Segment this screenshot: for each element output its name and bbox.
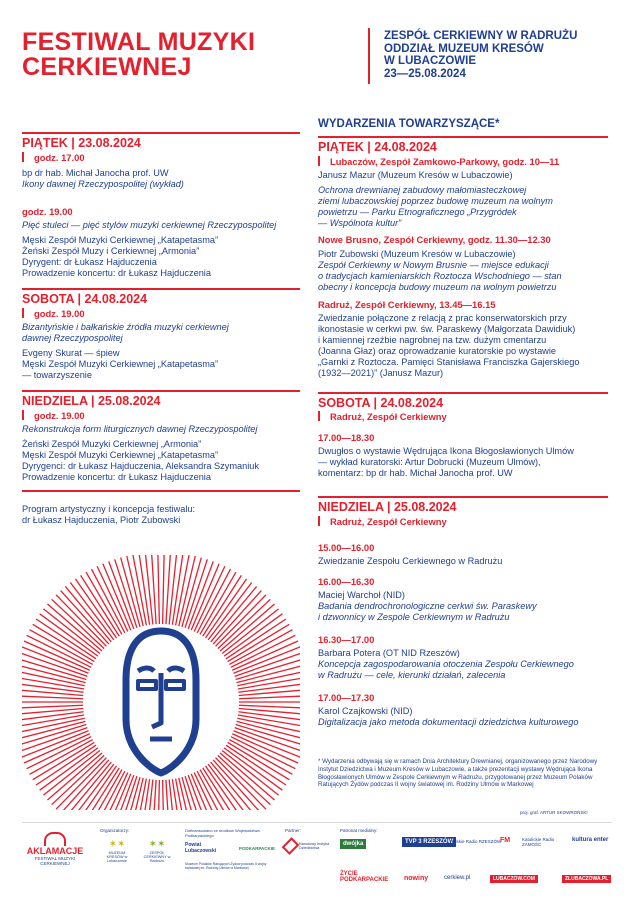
festival-logo-sub: FESTIWAL MUZYKI CERKIEWNEJ xyxy=(34,856,76,866)
tick xyxy=(22,410,24,420)
ray xyxy=(239,696,300,699)
text-line: (1932—2021)” (Janusz Mazur) xyxy=(318,368,444,378)
text-line: Janusz Mazur (Muzeum Kresów w Lubaczowie) xyxy=(318,170,513,180)
ray xyxy=(158,555,160,624)
text-line: Ochrona drewnianej zabudowy małomiasteczkowej xyxy=(318,185,527,195)
sunday-event-2 xyxy=(318,590,618,623)
text-line: „Garnki z Roztocza. Pamięci Stanisława Franciszka Gajerskiego xyxy=(318,357,580,367)
nid-icon xyxy=(282,837,300,855)
label: Dofinansowano ze środków Województwa Podkarpackiego xyxy=(185,828,260,838)
text-line: Maciej Warchoł (NID) xyxy=(318,590,405,600)
media-logo: FM xyxy=(500,837,511,844)
title-line-2: CERKIEWNEJ xyxy=(22,53,192,81)
ray xyxy=(121,558,140,627)
media-patrons xyxy=(340,828,615,893)
organizers xyxy=(100,828,180,863)
text-line: Męski Zespół Muzyki Cerkiewnej „Katapetasma” xyxy=(22,235,219,245)
footnote: * Wydarzenia odbywają się w ramach Dnia Architektury Drewnianej, organizowanego przez Narodowy Instytut Dziedzictwa i Muzeum Kresów w Lubaczowie, a także prezentacji wystawy Wędrująca Ikona Błogosławionych Ulmów w Zespole Cerkiewnym w Radrużu, przygotowanej przez Muzeum Polaków Ratujących Żydów podczas II wojny światowej im. Rodziny Ulmów w Markowej xyxy=(318,758,598,789)
program-credit xyxy=(22,504,195,526)
events-title: WYDARZENIA TOWARZYSZĄCE* xyxy=(318,118,500,130)
text-line: Żeński Zespół Muzy i Cerkiewnej „Armonia” xyxy=(22,246,200,256)
media-logo: TVP 3 RZESZÓW xyxy=(402,837,456,847)
media-logo: Polskie Radio RZESZÓW xyxy=(450,839,502,844)
logo-strip-divider xyxy=(22,822,612,823)
text-line: obecny i koncepcja budowy muzeum na wolnym powietrzu xyxy=(318,282,557,292)
text-line: powietrzu — Parku Etnograficznego „Przygródek xyxy=(318,207,517,217)
text-line: Barbara Potera (OT NID Rzeszów) xyxy=(318,648,460,658)
time: godz. 19.00 xyxy=(22,206,73,217)
festival-logo xyxy=(20,832,90,866)
concert-title: Bizantyńskie i bałkańskie źródła muzyki cerkiewnej xyxy=(22,322,229,332)
text-line: Program artystyczny i koncepcja festiwalu: xyxy=(22,504,196,514)
time: godz. 17.00 xyxy=(34,152,85,163)
media-logo: nowiny xyxy=(404,875,429,882)
time: 17.00—17.30 xyxy=(318,692,375,703)
divider xyxy=(22,490,300,492)
concert-title: dawnej Rzeczypospolitej xyxy=(22,333,123,343)
ray xyxy=(22,689,83,695)
logo-text: Powiat Lubaczowski xyxy=(185,842,217,854)
logo-text: ZESPÓŁ CERKIEWNY w Radrużu xyxy=(143,851,171,863)
media-logo: Katolickie Radio ZAMOŚĆ xyxy=(522,837,555,847)
organizer-block xyxy=(384,30,577,80)
text-line: Evgeny Skurat — śpiew xyxy=(22,348,120,358)
place-time: Nowe Brusno, Zespół Cerkiewny, godz. 11.30—12.30 xyxy=(318,234,551,245)
text-line: — wykład kuratorski: Artur Dobrucki (Muzeum Ulmów), xyxy=(318,457,541,467)
divider xyxy=(22,288,300,290)
dome-icon xyxy=(44,832,66,846)
tick xyxy=(318,516,320,526)
ray xyxy=(22,696,83,699)
text-line: Digitalizacja jako metoda dokumentacji dziedzictwa kulturowego xyxy=(318,717,579,727)
sunday-event-4 xyxy=(318,706,618,728)
ray xyxy=(182,558,201,627)
media-logo: kultura enter xyxy=(572,837,609,843)
time: godz. 19.00 xyxy=(34,308,85,319)
text-line: Dyrygenci: dr Łukasz Hajduczenia, Aleksandra Szymaniuk xyxy=(22,461,259,471)
text-line: Prowadzenie koncertu: dr Łukasz Hajduczenia xyxy=(22,268,211,278)
text-line: Żeński Zespół Muzyki Cerkiewnej „Armonia” xyxy=(22,439,202,449)
text-line: ziemi lubaczowskiej poprzez budowę muzeum na wolnym xyxy=(318,196,553,206)
divider xyxy=(318,136,608,138)
ray xyxy=(169,555,177,624)
label: Patronat medialny: xyxy=(340,828,378,833)
text-line: Dyrygent: dr Łukasz Hajduczenia xyxy=(22,257,157,267)
lecture-title: Ikony dawnej Rzeczypospolitej (wykład) xyxy=(22,179,184,189)
ray xyxy=(163,555,165,624)
day-heading-friday: PIĄTEK | 23.08.2024 xyxy=(22,136,141,150)
place: Radruż, Zespół Cerkiewny xyxy=(330,411,447,422)
logo-text: Narodowy Instytut Dziedzictwa xyxy=(298,842,330,850)
text-line: (Joanna Głaz) oraz oprowadzanie kuratorskie po wystawie xyxy=(318,346,556,356)
time: godz. 19.00 xyxy=(34,410,85,421)
ray xyxy=(239,709,300,715)
partners xyxy=(285,828,335,853)
tick xyxy=(318,156,320,166)
tick xyxy=(22,308,24,318)
media-logo: ŻYCIE PODKARPACKIE xyxy=(340,871,389,883)
text-line: Karol Czajkowski (NID) xyxy=(318,706,413,716)
funding xyxy=(185,828,275,870)
org-line-2: ODDZIAŁ MUZEUM KRESÓW xyxy=(384,42,544,55)
label: Organizatorzy: xyxy=(100,828,130,833)
ray xyxy=(86,770,122,810)
place-time: Radruż, Zespół Cerkiewny, 13.45—16.15 xyxy=(318,299,496,310)
museum-logo: ✶✶ MUZEUM KRESÓW w Lubaczowie xyxy=(100,839,134,863)
day-heading-saturday-events: SOBOTA | 24.08.2024 xyxy=(318,396,444,410)
text-line: Męski Zespół Muzyki Cerkiewnej „Katapetasma” xyxy=(22,450,219,460)
text-line: Piotr Zubowski (Muzeum Kresów w Lubaczowie) xyxy=(318,249,516,259)
text-line: Zespół Cerkiewny w Nowym Brusnie — miejsce edukacji xyxy=(318,260,549,270)
divider xyxy=(318,392,608,394)
friday-concert xyxy=(22,220,312,279)
sunday-details xyxy=(22,424,312,483)
festival-logo-text: AKLAMACJE xyxy=(26,846,84,856)
media-logo: ZLUBACZOWA.PL xyxy=(562,875,611,883)
day-heading-sunday-events: NIEDZIELA | 25.08.2024 xyxy=(318,500,457,514)
place-time: Lubaczów, Zespół Zamkowo-Parkowy, godz. 10—11 xyxy=(330,156,560,167)
place: Radruż, Zespół Cerkiewny xyxy=(330,516,447,527)
text-line: Koncepcja zagospodarowania otoczenia Zespołu Cerkiewnego xyxy=(318,659,574,669)
text-line: o tradycjach kamieniarskich Roztocza Wschodniego — stan xyxy=(318,271,562,281)
logo-text: Muzeum Polaków Ratujących Żydów podczas II wojny światowej im. Rodziny Ulmów w Markowej xyxy=(185,862,267,871)
design-credit: proj. graf. ARTUR SKOWROŃSKI xyxy=(520,810,588,815)
text-line: dr Łukasz Hajduczenia, Piotr Zubowski xyxy=(22,515,181,525)
text-line: — towarzyszenie xyxy=(22,370,92,380)
ray xyxy=(158,780,160,810)
day-heading-sunday: NIEDZIELA | 25.08.2024 xyxy=(22,394,161,408)
time: 15.00—16.00 xyxy=(318,542,375,553)
saturday-event xyxy=(318,446,618,479)
ray xyxy=(200,770,236,810)
tick xyxy=(318,411,320,421)
ray xyxy=(145,555,153,624)
ray xyxy=(163,780,165,810)
text-line: Prowadzenie koncertu: dr Łukasz Hajduczenia xyxy=(22,472,211,482)
text-line: Zwiedzanie Zespołu Cerkiewnego w Radrużu xyxy=(318,556,503,566)
text-line: i kamiennej rzeźbie nagrobnej na tzw. dużym cmentarzu xyxy=(318,335,547,345)
event-3 xyxy=(318,313,618,379)
tick xyxy=(22,152,24,162)
ray xyxy=(22,705,83,708)
text-line: ikonostasie w cerkwi pw. św. Paraskewy (Małgorzata Dawidiuk) xyxy=(318,324,576,334)
event-1 xyxy=(318,170,613,229)
media-logo: cerkiew.pl xyxy=(444,875,471,881)
logo-text: PODKARPACKIE xyxy=(238,845,275,851)
saturday-details xyxy=(22,322,312,381)
header-divider xyxy=(368,28,370,84)
logo-text: MUZEUM KRESÓW w Lubaczowie xyxy=(106,851,128,863)
divider xyxy=(318,496,608,498)
org-line-3: W LUBACZOWIE xyxy=(384,55,476,67)
text-line: Męski Zespół Muzyki Cerkiewnej „Katapetasma” xyxy=(22,359,219,369)
divider xyxy=(22,390,300,392)
concert-title: Pięć stuleci — pięć stylów muzyki cerkiewnej Rzeczypospolitej xyxy=(22,220,277,230)
text-line: bp dr hab. Michał Janocha prof. UW xyxy=(22,168,169,178)
friday-details xyxy=(22,168,312,190)
event-2 xyxy=(318,249,613,293)
day-heading-friday-events: PIĄTEK | 24.08.2024 xyxy=(318,140,437,154)
title-line-1: FESTIWAL MUZYKI xyxy=(22,28,256,56)
icon-face-illustration xyxy=(22,555,300,810)
divider xyxy=(22,132,300,134)
time: 16.30—17.00 xyxy=(318,634,375,645)
sunday-event-3 xyxy=(318,648,618,681)
text-line: Badania dendrochronologiczne cerkwi św. Paraskewy xyxy=(318,601,537,611)
ray xyxy=(239,689,300,695)
festival-title xyxy=(22,30,255,80)
text-line: komentarz: bp dr hab. Michał Janocha prof. UW xyxy=(318,468,513,478)
text-line: — Wspólnota kultur” xyxy=(318,218,402,228)
text-line: Zwiedzanie połączone z relacją z prac konserwatorskich przy xyxy=(318,313,567,323)
face-icon xyxy=(126,631,196,773)
time: 17.00—18.30 xyxy=(318,432,375,443)
media-logo: dwójka xyxy=(340,839,366,849)
ray xyxy=(22,709,83,715)
org-line-1: ZESPÓŁ CERKIEWNY W RADRUŻU xyxy=(384,30,578,42)
festival-dates: 23—25.08.2024 xyxy=(384,67,466,80)
church-complex-logo: ✶✶ ZESPÓŁ CERKIEWNY w Radrużu xyxy=(140,839,174,863)
concert-title: Rekonstrukcja form liturgicznych dawnej Rzeczypospolitej xyxy=(22,424,258,434)
text-line: i dzwonnicy w Zespole Cerkiewnym w Radrużu xyxy=(318,612,510,622)
text-line: Dwugłos o wystawie Wędrująca Ikona Błogosławionych Ulmów xyxy=(318,446,574,456)
time: 16.00—16.30 xyxy=(318,576,375,587)
media-logo: LUBACZOW.COM xyxy=(490,875,538,883)
label: Partner: xyxy=(285,828,302,833)
day-heading-saturday: SOBOTA | 24.08.2024 xyxy=(22,292,148,306)
ray xyxy=(239,705,300,708)
text-line: w Radrużu — cele, kierunki działań, zalecenia xyxy=(318,670,506,680)
